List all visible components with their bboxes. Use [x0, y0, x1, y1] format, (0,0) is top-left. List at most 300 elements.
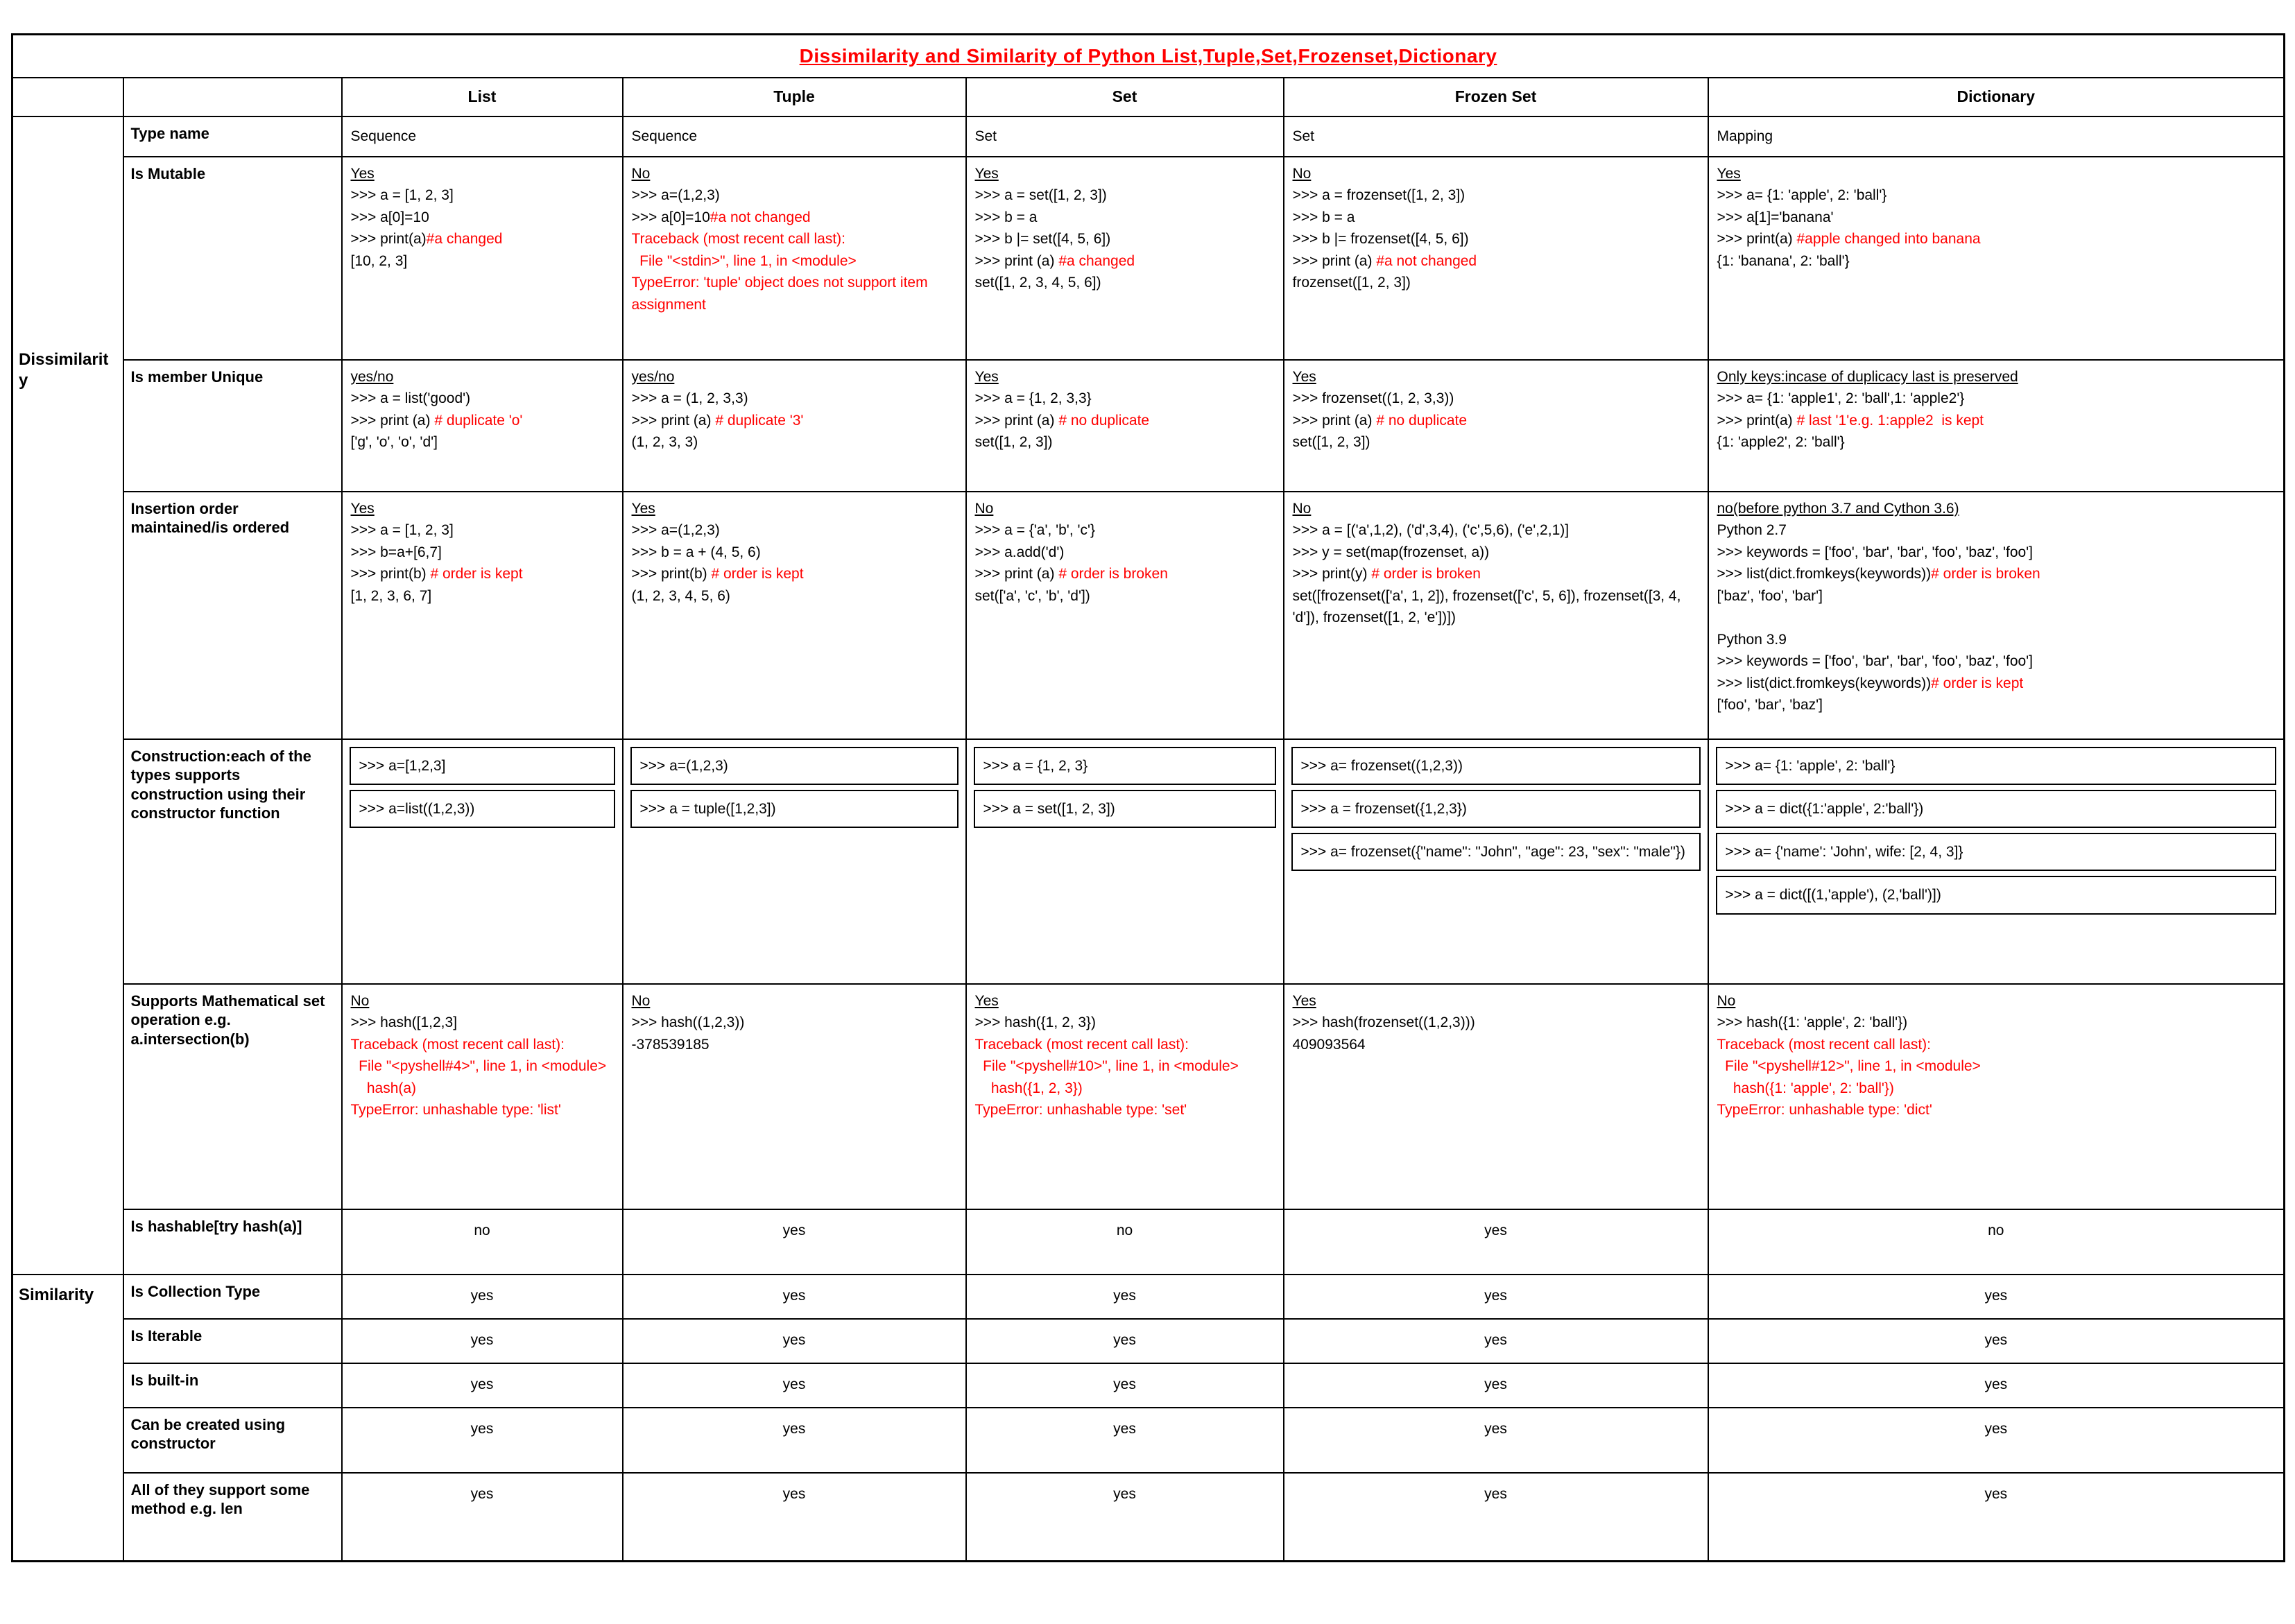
code-line — [632, 228, 957, 250]
code-line — [1717, 1034, 2276, 1056]
code-line — [351, 250, 614, 273]
table-row-all-of-they-support-some-method-e-g-len — [12, 1473, 2285, 1562]
code-comment: #apple changed into banana — [1796, 231, 1981, 247]
cell-set-can-be-created-using-constructor: yes — [966, 1408, 1284, 1473]
code-text: set([1, 2, 3]) — [974, 434, 1053, 450]
constructor-example-box: >>> a= {'name': 'John', wife: [2, 4, 3]} — [1716, 833, 2277, 871]
code-text: >>> print (a) — [974, 566, 1059, 582]
code-text: >>> a = frozenset([1, 2, 3]) — [1292, 187, 1465, 203]
code-comment: TypeError: 'tuple' object does not support item assignment — [631, 275, 932, 313]
code-line — [351, 207, 614, 229]
code-line — [351, 990, 614, 1012]
code-line — [351, 1055, 614, 1078]
code-line — [1293, 388, 1699, 410]
cell-dictionary-type-name: Mapping — [1708, 116, 2285, 157]
cell-tuple-all-of-they-support-some-method-e-g-len: yes — [623, 1473, 966, 1562]
cell-frozen-set-construction-each-of-the-types-supports-construction-using-their-constructor-function — [1284, 739, 1708, 984]
code-line — [975, 431, 1275, 453]
code-text: >>> hash(frozenset((1,2,3))) — [1292, 1014, 1475, 1030]
code-text: >>> a[0]=10 — [631, 209, 710, 225]
code-text: >>> a = set([1, 2, 3]) — [974, 187, 1107, 203]
cell-tuple-supports-mathematical-set-operation-e-g-a-intersection-b — [623, 984, 966, 1209]
code-line — [632, 388, 957, 410]
code-line — [1717, 366, 2276, 388]
constructor-example-box: >>> a=[1,2,3] — [350, 747, 615, 785]
table-row-supports-mathematical-set-operation-e-g-a-intersection-b — [12, 984, 2285, 1209]
table-row-is-iterable — [12, 1319, 2285, 1363]
table-row-is-member-unique — [12, 360, 2285, 492]
code-line — [975, 1078, 1275, 1100]
code-line — [632, 498, 957, 520]
code-line — [975, 990, 1275, 1012]
code-text: >>> print (a) — [350, 412, 435, 429]
code-line — [1717, 563, 2276, 585]
code-text: >>> hash({1, 2, 3}) — [974, 1014, 1097, 1030]
code-line — [632, 366, 957, 388]
code-text: >>> a= {1: 'apple1', 2: 'ball',1: 'apple2'} — [1717, 390, 1965, 406]
code-text: >>> keywords = ['foo', 'bar', 'bar', 'foo', 'baz', 'foo'] — [1717, 544, 2034, 560]
code-text: >>> a = list('good') — [350, 390, 471, 406]
code-text: >>> print(a) — [350, 231, 427, 247]
code-text: >>> a = {'a', 'b', 'c'} — [974, 522, 1096, 538]
code-line — [632, 542, 957, 564]
code-text: >>> hash([1,2,3] — [350, 1014, 458, 1030]
code-comment: File "<pyshell#4>", line 1, in <module> — [350, 1058, 607, 1074]
code-text: Yes — [974, 368, 999, 385]
code-line — [351, 563, 614, 585]
code-line — [1717, 1012, 2276, 1034]
code-comment: # order is broken — [1931, 566, 2040, 582]
code-text: Yes — [350, 165, 375, 182]
code-line — [1717, 1055, 2276, 1078]
code-comment: #a changed — [1058, 252, 1135, 269]
code-line — [975, 519, 1275, 542]
code-text: No — [631, 992, 651, 1009]
code-text: Yes — [350, 500, 375, 517]
table-row-is-hashable-try-hash-a — [12, 1209, 2285, 1275]
code-comment: Traceback (most recent call last): — [631, 231, 845, 247]
code-comment: # last '1'e.g. 1:apple2 is kept — [1796, 412, 1984, 429]
column-header-tuple: Tuple — [623, 78, 966, 116]
constructor-example-box: >>> a = dict({1:'apple', 2:'ball'}) — [1716, 790, 2277, 828]
cell-set-construction-each-of-the-types-supports-construction-using-their-constructor-function — [966, 739, 1284, 984]
code-line — [632, 990, 957, 1012]
cell-dictionary-is-member-unique — [1708, 360, 2285, 492]
code-text: >>> a= {1: 'apple', 2: 'ball'} — [1717, 187, 1887, 203]
code-line — [351, 498, 614, 520]
code-comment: hash({1: 'apple', 2: 'ball'}) — [1717, 1080, 1894, 1096]
code-comment: Traceback (most recent call last): — [350, 1036, 565, 1053]
code-text: 409093564 — [1292, 1036, 1366, 1053]
code-text: >>> frozenset((1, 2, 3,3)) — [1292, 390, 1454, 406]
code-line — [632, 410, 957, 432]
row-label-is-collection-type: Is Collection Type — [123, 1275, 342, 1319]
code-text: Yes — [974, 165, 999, 182]
code-text: set([frozenset(['a', 1, 2]), frozenset(['c', 5, 6]), frozenset([3, 4, 'd']), frozenset([1, 2, 'e'])]) — [1292, 587, 1685, 625]
code-text: Yes — [1292, 368, 1316, 385]
code-text: >>> print(a) — [1717, 412, 1797, 429]
code-text: (1, 2, 3, 3) — [631, 434, 698, 450]
code-text: yes/no — [631, 368, 675, 385]
code-comment: File "<stdin>", line 1, in <module> — [631, 252, 857, 269]
cell-dictionary-is-built-in: yes — [1708, 1363, 2285, 1408]
table-row-is-mutable — [12, 157, 2285, 360]
code-comment: # duplicate '3' — [715, 412, 804, 429]
row-label-is-built-in: Is built-in — [123, 1363, 342, 1408]
cell-set-is-built-in: yes — [966, 1363, 1284, 1408]
code-comment: hash(a) — [350, 1080, 417, 1096]
code-text: >>> b |= frozenset([4, 5, 6]) — [1292, 231, 1469, 247]
code-text: ['g', 'o', 'o', 'd'] — [350, 434, 438, 450]
code-line — [351, 431, 614, 453]
code-text: No — [631, 165, 651, 182]
code-line — [1717, 990, 2276, 1012]
code-text: >>> a.add('d') — [974, 544, 1065, 560]
code-text: >>> print (a) — [974, 252, 1059, 269]
cell-list-can-be-created-using-constructor: yes — [342, 1408, 623, 1473]
code-line — [1717, 410, 2276, 432]
row-label-insertion-order-maintained-is-ordered: Insertion order maintained/is ordered — [123, 492, 342, 739]
cell-tuple-construction-each-of-the-types-supports-construction-using-their-constructor-function — [623, 739, 966, 984]
table-row-is-built-in — [12, 1363, 2285, 1408]
code-text: >>> a=(1,2,3) — [631, 187, 720, 203]
code-line — [975, 542, 1275, 564]
code-text: >>> print (a) — [1292, 252, 1377, 269]
code-line — [632, 207, 957, 229]
code-text: set(['a', 'c', 'b', 'd']) — [974, 587, 1090, 604]
cell-set-is-hashable-try-hash-a: no — [966, 1209, 1284, 1275]
code-text: (1, 2, 3, 4, 5, 6) — [631, 587, 730, 604]
code-line — [1717, 207, 2276, 229]
code-line — [1293, 585, 1699, 629]
cell-set-is-member-unique — [966, 360, 1284, 492]
code-line — [1293, 498, 1699, 520]
cell-list-is-hashable-try-hash-a: no — [342, 1209, 623, 1275]
column-header-set: Set — [966, 78, 1284, 116]
cell-list-insertion-order-maintained-is-ordered — [342, 492, 623, 739]
code-comment: Traceback (most recent call last): — [974, 1036, 1189, 1053]
code-line — [975, 250, 1275, 273]
code-line — [632, 585, 957, 607]
row-label-can-be-created-using-constructor: Can be created using constructor — [123, 1408, 342, 1473]
cell-tuple-is-mutable — [623, 157, 966, 360]
code-line — [351, 519, 614, 542]
cell-set-type-name: Set — [966, 116, 1284, 157]
code-line — [632, 563, 957, 585]
code-text: >>> print (a) — [631, 412, 716, 429]
table-row-can-be-created-using-constructor — [12, 1408, 2285, 1473]
code-text: >>> b = a — [974, 209, 1038, 225]
column-header-list: List — [342, 78, 623, 116]
constructor-example-box: >>> a= frozenset((1,2,3)) — [1291, 747, 1701, 785]
cell-tuple-is-member-unique — [623, 360, 966, 492]
code-text: >>> list(dict.fromkeys(keywords)) — [1717, 675, 1932, 691]
code-comment: #a not changed — [1376, 252, 1477, 269]
group-label-dissimilarity: Dissimilarity — [12, 116, 123, 1275]
code-line — [1717, 250, 2276, 273]
code-comment: #a not changed — [710, 209, 811, 225]
column-header-frozen-set: Frozen Set — [1284, 78, 1708, 116]
code-line — [975, 563, 1275, 585]
cell-set-all-of-they-support-some-method-e-g-len: yes — [966, 1473, 1284, 1562]
cell-set-insertion-order-maintained-is-ordered — [966, 492, 1284, 739]
cell-tuple-type-name: Sequence — [623, 116, 966, 157]
code-text: set([1, 2, 3, 4, 5, 6]) — [974, 275, 1101, 291]
code-text: No — [1292, 165, 1312, 182]
constructor-example-box: >>> a= frozenset({"name": "John", "age": 23, "sex": "male"}) — [1291, 833, 1701, 871]
code-text: Yes — [631, 500, 655, 517]
cell-list-is-built-in: yes — [342, 1363, 623, 1408]
cell-list-is-member-unique — [342, 360, 623, 492]
code-text: >>> y = set(map(frozenset, a)) — [1292, 544, 1490, 560]
cell-tuple-is-iterable: yes — [623, 1319, 966, 1363]
constructor-example-box: >>> a= {1: 'apple', 2: 'ball'} — [1716, 747, 2277, 785]
code-text: >>> print (a) — [1292, 412, 1377, 429]
cell-dictionary-is-hashable-try-hash-a: no — [1708, 1209, 2285, 1275]
code-text: Python 2.7 — [1717, 522, 1787, 538]
code-text: No — [1717, 992, 1736, 1009]
code-comment: # duplicate 'o' — [434, 412, 523, 429]
code-text: >>> keywords = ['foo', 'bar', 'bar', 'foo', 'baz', 'foo'] — [1717, 653, 2034, 669]
code-text: Only keys:incase of duplicacy last is preserved — [1717, 368, 2018, 385]
row-label-supports-mathematical-set-operation-e-g-a-intersection-b: Supports Mathematical set operation e.g. a.intersection(b) — [123, 984, 342, 1209]
code-text: >>> print (a) — [974, 412, 1059, 429]
code-comment: # order is broken — [1371, 566, 1481, 582]
cell-dictionary-can-be-created-using-constructor: yes — [1708, 1408, 2285, 1473]
cell-dictionary-construction-each-of-the-types-supports-construction-using-their-constructor-function — [1708, 739, 2285, 984]
cell-dictionary-all-of-they-support-some-method-e-g-len: yes — [1708, 1473, 2285, 1562]
code-text: set([1, 2, 3]) — [1292, 434, 1370, 450]
cell-frozen-set-is-built-in: yes — [1284, 1363, 1708, 1408]
code-text: no(before python 3.7 and Cython 3.6) — [1717, 500, 1959, 517]
code-text: ['baz', 'foo', 'bar'] — [1717, 587, 1823, 604]
code-line — [1293, 184, 1699, 207]
table-row-construction-each-of-the-types-supports-construction-using-their-constructor-function — [12, 739, 2285, 984]
code-text: {1: 'banana', 2: 'ball'} — [1717, 252, 1850, 269]
table-row-is-collection-type — [12, 1275, 2285, 1319]
cell-list-type-name: Sequence — [342, 116, 623, 157]
code-line — [1717, 542, 2276, 564]
cell-tuple-is-collection-type: yes — [623, 1275, 966, 1319]
code-line — [1717, 519, 2276, 542]
code-line — [1293, 990, 1699, 1012]
code-comment: hash({1, 2, 3}) — [974, 1080, 1083, 1096]
constructor-example-box: >>> a = dict([(1,'apple'), (2,'ball')]) — [1716, 876, 2277, 914]
code-comment: TypeError: unhashable type: 'dict' — [1717, 1102, 1932, 1118]
code-line — [975, 388, 1275, 410]
constructor-example-box: >>> a = frozenset({1,2,3}) — [1291, 790, 1701, 828]
code-text: yes/no — [350, 368, 394, 385]
code-text: frozenset([1, 2, 3]) — [1292, 275, 1411, 291]
code-text: {1: 'apple2', 2: 'ball'} — [1717, 434, 1845, 450]
code-line — [975, 207, 1275, 229]
code-text: >>> a = [1, 2, 3] — [350, 522, 454, 538]
cell-list-is-iterable: yes — [342, 1319, 623, 1363]
constructor-example-box: >>> a=list((1,2,3)) — [350, 790, 615, 828]
code-line — [632, 1034, 957, 1056]
cell-tuple-can-be-created-using-constructor: yes — [623, 1408, 966, 1473]
code-text: No — [350, 992, 370, 1009]
cell-tuple-is-built-in: yes — [623, 1363, 966, 1408]
cell-frozen-set-is-mutable — [1284, 157, 1708, 360]
code-text: >>> print(y) — [1292, 566, 1372, 582]
code-line — [1293, 519, 1699, 542]
cell-list-all-of-they-support-some-method-e-g-len: yes — [342, 1473, 623, 1562]
code-line — [632, 184, 957, 207]
code-text: >>> a = [1, 2, 3] — [350, 187, 454, 203]
code-line — [351, 228, 614, 250]
corner-cell-group-column — [12, 78, 123, 116]
cell-tuple-is-hashable-try-hash-a: yes — [623, 1209, 966, 1275]
code-comment: File "<pyshell#12>", line 1, in <module> — [1717, 1058, 1981, 1074]
code-text: No — [1292, 500, 1312, 517]
code-line — [1717, 629, 2276, 651]
code-text: ['foo', 'bar', 'baz'] — [1717, 697, 1823, 713]
code-line — [1717, 184, 2276, 207]
row-label-is-hashable-try-hash-a: Is hashable[try hash(a)] — [123, 1209, 342, 1275]
code-text: >>> hash({1: 'apple', 2: 'ball'}) — [1717, 1014, 1908, 1030]
code-line — [1293, 542, 1699, 564]
code-text: >>> b = a + (4, 5, 6) — [631, 544, 761, 560]
code-comment: TypeError: unhashable type: 'list' — [350, 1102, 561, 1118]
code-line — [1293, 366, 1699, 388]
row-label-is-mutable: Is Mutable — [123, 157, 342, 360]
constructor-example-box: >>> a=(1,2,3) — [630, 747, 959, 785]
column-header-dictionary: Dictionary — [1708, 78, 2285, 116]
code-line — [975, 585, 1275, 607]
constructor-example-box: >>> a = set([1, 2, 3]) — [974, 790, 1276, 828]
code-line — [632, 272, 957, 316]
code-text: >>> a = (1, 2, 3,3) — [631, 390, 748, 406]
cell-set-supports-mathematical-set-operation-e-g-a-intersection-b — [966, 984, 1284, 1209]
code-text: >>> hash((1,2,3)) — [631, 1014, 745, 1030]
code-text: [1, 2, 3, 6, 7] — [350, 587, 432, 604]
code-text: Yes — [1717, 165, 1741, 182]
cell-dictionary-insertion-order-maintained-is-ordered — [1708, 492, 2285, 739]
cell-list-supports-mathematical-set-operation-e-g-a-intersection-b — [342, 984, 623, 1209]
code-line — [975, 366, 1275, 388]
code-line — [975, 272, 1275, 294]
code-line — [1717, 163, 2276, 185]
cell-list-is-collection-type: yes — [342, 1275, 623, 1319]
code-text: Yes — [974, 992, 999, 1009]
code-line — [975, 1055, 1275, 1078]
code-line — [1293, 563, 1699, 585]
title-row — [12, 35, 2285, 78]
code-text: >>> print(b) — [350, 566, 431, 582]
column-header-row — [12, 78, 2285, 116]
code-line — [975, 1099, 1275, 1121]
code-line — [632, 1012, 957, 1034]
cell-frozen-set-is-iterable: yes — [1284, 1319, 1708, 1363]
code-line — [1293, 228, 1699, 250]
code-line — [1293, 431, 1699, 453]
code-text: >>> b=a+[6,7] — [350, 544, 442, 560]
cell-frozen-set-type-name: Set — [1284, 116, 1708, 157]
code-line — [1717, 694, 2276, 716]
code-text: >>> list(dict.fromkeys(keywords)) — [1717, 566, 1932, 582]
code-line — [1717, 585, 2276, 607]
code-line — [975, 1034, 1275, 1056]
cell-frozen-set-is-member-unique — [1284, 360, 1708, 492]
code-line — [351, 1012, 614, 1034]
code-line — [975, 1012, 1275, 1034]
cell-set-is-iterable: yes — [966, 1319, 1284, 1363]
code-text: >>> a=(1,2,3) — [631, 522, 720, 538]
code-line — [351, 163, 614, 185]
corner-cell-label-column — [123, 78, 342, 116]
code-line — [975, 410, 1275, 432]
code-line — [1717, 650, 2276, 673]
cell-tuple-insertion-order-maintained-is-ordered — [623, 492, 966, 739]
table-row-type-name — [12, 116, 2285, 157]
title-cell — [12, 35, 2285, 78]
cell-frozen-set-is-hashable-try-hash-a: yes — [1284, 1209, 1708, 1275]
group-label-similarity: Similarity — [12, 1275, 123, 1562]
code-line — [975, 498, 1275, 520]
code-line — [1717, 228, 2276, 250]
code-line — [632, 519, 957, 542]
cell-frozen-set-insertion-order-maintained-is-ordered — [1284, 492, 1708, 739]
code-text: >>> a[1]='banana' — [1717, 209, 1834, 225]
code-comment: # order is kept — [711, 566, 804, 582]
code-line — [351, 1078, 614, 1100]
code-line — [1293, 1012, 1699, 1034]
row-label-all-of-they-support-some-method-e-g-len: All of they support some method e.g. len — [123, 1473, 342, 1562]
code-line — [1293, 410, 1699, 432]
code-line — [1717, 388, 2276, 410]
code-comment: Traceback (most recent call last): — [1717, 1036, 1931, 1053]
code-text: No — [974, 500, 994, 517]
code-line — [632, 431, 957, 453]
code-line — [975, 228, 1275, 250]
code-line — [351, 184, 614, 207]
code-comment: # no duplicate — [1376, 412, 1468, 429]
cell-set-is-mutable — [966, 157, 1284, 360]
constructor-example-box: >>> a = {1, 2, 3} — [974, 747, 1276, 785]
code-text: >>> print(a) — [1717, 231, 1797, 247]
code-text: >>> a = [('a',1,2), ('d',3,4), ('c',5,6), ('e',2,1)] — [1292, 522, 1570, 538]
code-text: >>> print(b) — [631, 566, 712, 582]
code-line — [632, 250, 957, 273]
row-label-type-name: Type name — [123, 116, 342, 157]
code-line — [1293, 1034, 1699, 1056]
code-text: Yes — [1292, 992, 1316, 1009]
code-line — [1717, 498, 2276, 520]
code-line — [1717, 431, 2276, 453]
code-line — [975, 184, 1275, 207]
code-line — [632, 163, 957, 185]
page-title: Dissimilarity and Similarity of Python List,Tuple,Set,Frozenset,Dictionary — [799, 44, 1497, 67]
code-text: Python 3.9 — [1717, 631, 1787, 648]
code-line — [1293, 163, 1699, 185]
cell-frozen-set-can-be-created-using-constructor: yes — [1284, 1408, 1708, 1473]
code-line — [1717, 673, 2276, 695]
code-line — [351, 1034, 614, 1056]
constructor-example-box: >>> a = tuple([1,2,3]) — [630, 790, 959, 828]
code-text: [10, 2, 3] — [350, 252, 408, 269]
code-comment: # order is broken — [1058, 566, 1168, 582]
code-line — [1717, 1078, 2276, 1100]
code-text: >>> a = {1, 2, 3,3} — [974, 390, 1092, 406]
code-comment: #a changed — [426, 231, 503, 247]
code-text: >>> b = a — [1292, 209, 1355, 225]
code-text: >>> a[0]=10 — [350, 209, 429, 225]
code-line — [1293, 272, 1699, 294]
code-comment: # no duplicate — [1058, 412, 1150, 429]
code-line — [351, 388, 614, 410]
cell-list-construction-each-of-the-types-supports-construction-using-their-constructor-function — [342, 739, 623, 984]
